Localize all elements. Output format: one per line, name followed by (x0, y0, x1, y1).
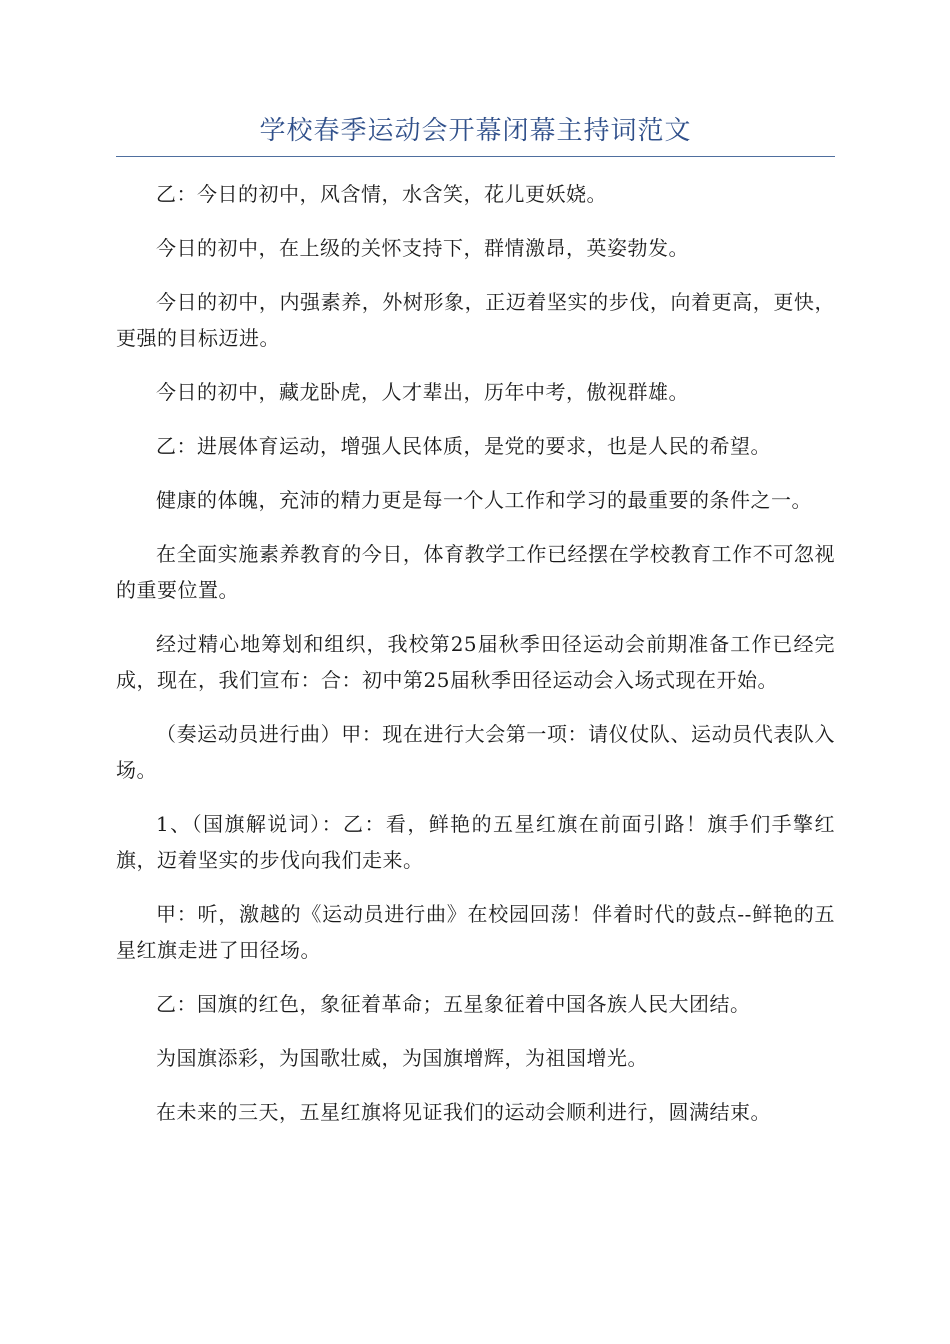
paragraph: 为国旗添彩，为国歌壮威，为国旗增辉，为祖国增光。 (156, 1046, 648, 1070)
paragraph: 在未来的三天，五星红旗将见证我们的运动会顺利进行，圆满结束。 (156, 1100, 771, 1124)
paragraph: 乙：今日的初中，风含情，水含笑，花儿更妖娆。 (156, 182, 607, 206)
paragraph: 今日的初中，内强素养，外树形象，正迈着坚实的步伐，向着更高，更快，更强的目标迈进。 (116, 290, 835, 350)
paragraph: 乙：进展体育运动，增强人民体质，是党的要求，也是人民的希望。 (156, 434, 771, 458)
paragraph: 甲：听，激越的《运动员进行曲》在校园回荡！伴着时代的鼓点--鲜艳的五星红旗走进了田径场。 (116, 902, 835, 962)
paragraph: 经过精心地筹划和组织，我校第25届秋季田径运动会前期准备工作已经完成，现在，我们宣布：合：初中第25届秋季田径运动会入场式现在开始。 (116, 632, 835, 692)
paragraph: 乙：国旗的红色，象征着革命；五星象征着中国各族人民大团结。 (156, 992, 751, 1016)
paragraph: 在全面实施素养教育的今日，体育教学工作已经摆在学校教育工作不可忽视的重要位置。 (116, 542, 835, 602)
document-body (116, 176, 835, 1148)
document-title: 学校春季运动会开幕闭幕主持词范文 (259, 116, 692, 146)
paragraph: 今日的初中，藏龙卧虎，人才辈出，历年中考，傲视群雄。 (156, 380, 689, 404)
paragraph: 健康的体魄，充沛的精力更是每一个人工作和学习的最重要的条件之一。 (156, 488, 812, 512)
paragraph: 今日的初中，在上级的关怀支持下，群情激昂，英姿勃发。 (156, 236, 689, 260)
title-block (116, 108, 835, 157)
paragraph: 1、（国旗解说词）：乙：看，鲜艳的五星红旗在前面引路！旗手们手擎红旗，迈着坚实的步伐向我们走来。 (116, 812, 835, 872)
paragraph: （奏运动员进行曲）甲：现在进行大会第一项：请仪仗队、运动员代表队入场。 (116, 722, 835, 782)
